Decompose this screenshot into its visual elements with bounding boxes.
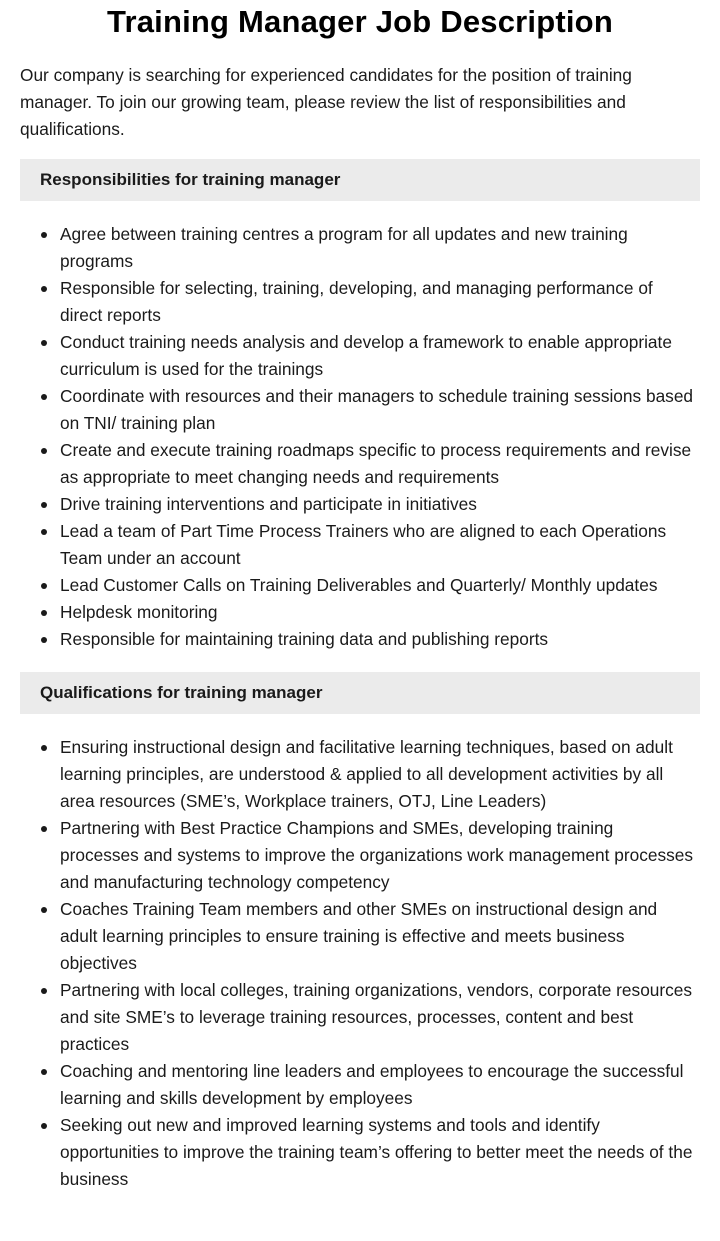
list-item bbox=[20, 1112, 700, 1193]
list-item bbox=[20, 275, 700, 329]
list-item-text: Create and execute training roadmaps specific to process requirements and revise as appropriate to meet changing needs and requirements bbox=[60, 440, 692, 487]
list-item bbox=[20, 1058, 700, 1112]
bullet-icon bbox=[41, 907, 47, 913]
list-item bbox=[20, 329, 700, 383]
bullet-icon bbox=[41, 448, 47, 454]
qualifications-heading-text: Qualifications for training manager bbox=[40, 683, 323, 702]
list-item-text: Lead a team of Part Time Process Trainers who are aligned to each Operations Team under an account bbox=[60, 521, 667, 568]
qualifications-list bbox=[20, 734, 700, 1193]
list-item-text: Seeking out new and improved learning systems and tools and identify opportunities to improve the training team’s offering to better meet the needs of the business bbox=[60, 1115, 693, 1189]
list-item-text: Coordinate with resources and their managers to schedule training sessions based on TNI/ training plan bbox=[60, 386, 694, 433]
list-item-text: Partnering with Best Practice Champions and SMEs, developing training processes and systems to improve the organizations work management processes and manufacturing technology competency bbox=[60, 818, 693, 892]
list-item bbox=[20, 437, 700, 491]
list-item-text: Ensuring instructional design and facilitative learning techniques, based on adult learning principles, are understood & applied to all development activities by all area resources (SME’s, Workplace trainers, OTJ, Line Leaders) bbox=[60, 737, 673, 811]
bullet-icon bbox=[41, 988, 47, 994]
list-item-text: Helpdesk monitoring bbox=[60, 602, 218, 622]
page-title: Training Manager Job Description bbox=[107, 4, 613, 39]
list-item bbox=[20, 221, 700, 275]
bullet-icon bbox=[41, 745, 47, 751]
bullet-icon bbox=[41, 502, 47, 508]
responsibilities-heading-text: Responsibilities for training manager bbox=[40, 170, 341, 189]
bullet-icon bbox=[41, 826, 47, 832]
responsibilities-list bbox=[20, 221, 700, 653]
list-item bbox=[20, 518, 700, 572]
qualifications-heading bbox=[20, 672, 700, 714]
bullet-icon bbox=[41, 583, 47, 589]
list-item bbox=[20, 977, 700, 1058]
list-item bbox=[20, 572, 700, 599]
list-item-text: Conduct training needs analysis and develop a framework to enable appropriate curriculum is used for the trainings bbox=[60, 332, 672, 379]
bullet-icon bbox=[41, 529, 47, 535]
list-item-text: Responsible for selecting, training, developing, and managing performance of direct reports bbox=[60, 278, 653, 325]
list-item-text: Coaching and mentoring line leaders and employees to encourage the successful learning and skills development by employees bbox=[60, 1061, 684, 1108]
list-item bbox=[20, 383, 700, 437]
list-item bbox=[20, 491, 700, 518]
bullet-icon bbox=[41, 232, 47, 238]
bullet-icon bbox=[41, 1069, 47, 1075]
list-item-text: Drive training interventions and participate in initiatives bbox=[60, 494, 477, 514]
responsibilities-heading bbox=[20, 159, 700, 201]
bullet-icon bbox=[41, 394, 47, 400]
bullet-icon bbox=[41, 1123, 47, 1129]
bullet-icon bbox=[41, 637, 47, 643]
list-item bbox=[20, 734, 700, 815]
list-item bbox=[20, 815, 700, 896]
list-item bbox=[20, 896, 700, 977]
list-item-text: Coaches Training Team members and other SMEs on instructional design and adult learning principles to ensure training is effective and meets business objectives bbox=[60, 899, 658, 973]
list-item-text: Lead Customer Calls on Training Deliverables and Quarterly/ Monthly updates bbox=[60, 575, 658, 595]
list-item-text: Responsible for maintaining training data and publishing reports bbox=[60, 629, 549, 649]
bullet-icon bbox=[41, 340, 47, 346]
bullet-icon bbox=[41, 610, 47, 616]
intro-paragraph: Our company is searching for experienced candidates for the position of training manager. To join our growing team, please review the list of responsibilities and qualifications. bbox=[20, 65, 632, 139]
list-item-text: Agree between training centres a program for all updates and new training programs bbox=[60, 224, 628, 271]
list-item-text: Partnering with local colleges, training organizations, vendors, corporate resources and site SME’s to leverage training resources, processes, content and best practices bbox=[60, 980, 693, 1054]
list-item bbox=[20, 626, 700, 653]
bullet-icon bbox=[41, 286, 47, 292]
list-item bbox=[20, 599, 700, 626]
